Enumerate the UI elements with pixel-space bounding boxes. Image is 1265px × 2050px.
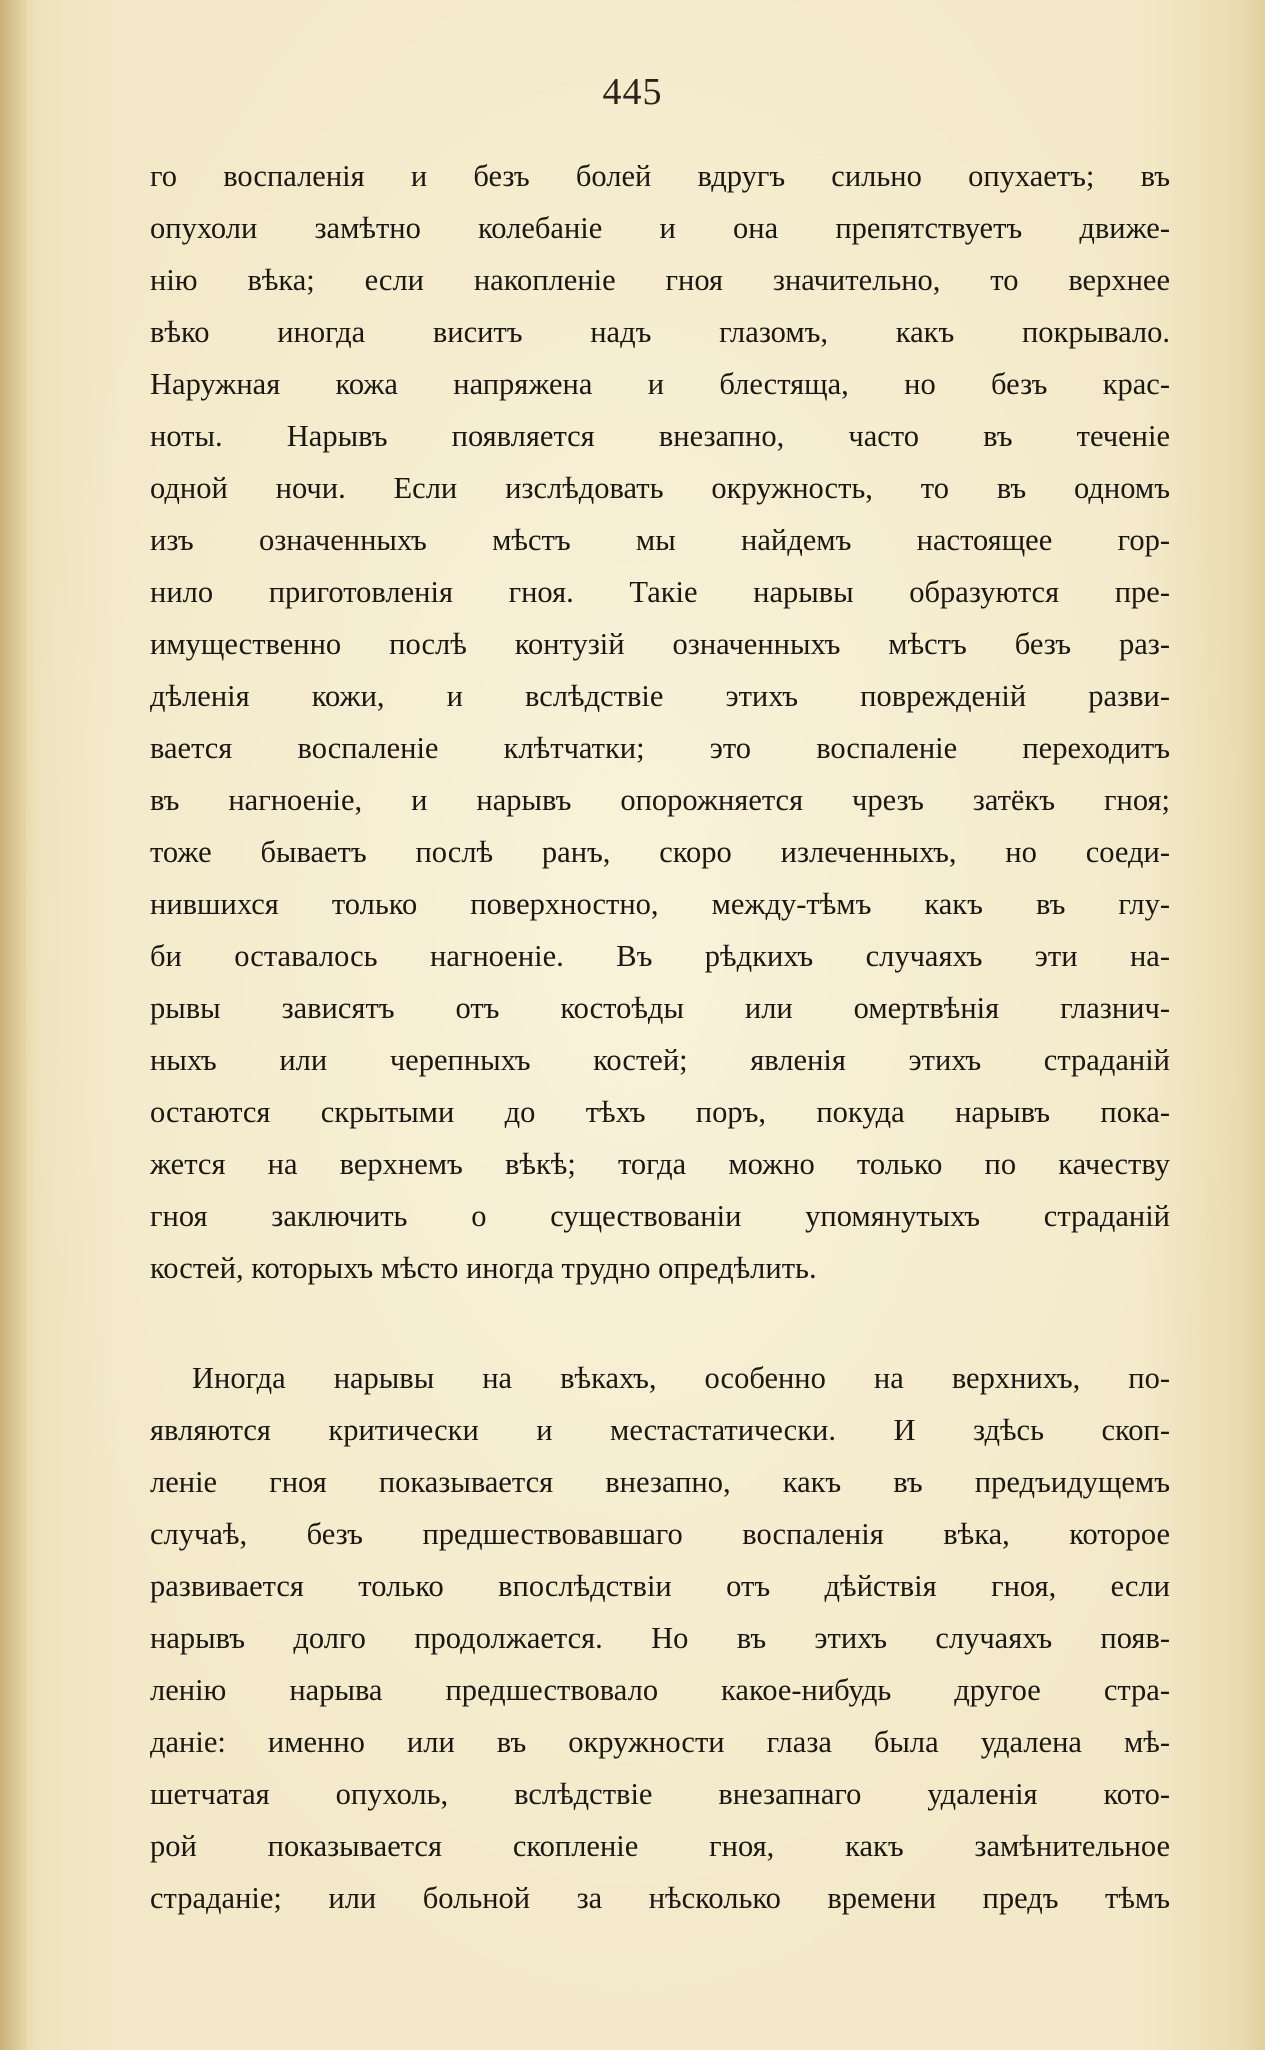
text-line: рой показывается скопленіе гноя, какъ замѣнительное — [150, 1829, 1170, 1863]
text-line: вается воспаленіе клѣтчатки; это воспаленіе переходитъ — [150, 731, 1170, 765]
paragraph — [150, 150, 1170, 1294]
page-number: 445 — [602, 71, 663, 113]
text-line: гноя заключить о существованіи упомянутыхъ страданій — [150, 1199, 1170, 1233]
text-line: нило приготовленія гноя. Такіе нарывы образуются пре- — [150, 575, 1170, 609]
text-line: вѣко иногда виситъ надъ глазомъ, какъ покрывало. — [150, 315, 1170, 349]
text-line: нію вѣка; если накопленіе гноя значительно, то верхнее — [150, 263, 1170, 297]
paragraph-gap — [150, 1294, 1170, 1352]
text-line: дѣленія кожи, и вслѣдствіе этихъ поврежденій разви- — [150, 679, 1170, 713]
text-line: имущественно послѣ контузій означенныхъ мѣстъ безъ раз- — [150, 627, 1170, 661]
text-line: би оставалось нагноеніе. Въ рѣдкихъ случаяхъ эти на- — [150, 939, 1170, 973]
text-line: ноты. Нарывъ появляется внезапно, часто въ теченіе — [150, 419, 1170, 453]
text-line: Наружная кожа напряжена и блестяща, но безъ крас- — [150, 367, 1170, 401]
text-line: въ нагноеніе, и нарывъ опорожняется чрезъ затёкъ гноя; — [150, 783, 1170, 817]
text-line: нившихся только поверхностно, между-тѣмъ какъ въ глу- — [150, 887, 1170, 921]
text-line: даніе: именно или въ окружности глаза была удалена мѣ- — [150, 1725, 1170, 1759]
text-line: рывы зависятъ отъ костоѣды или омертвѣнія глазнич- — [150, 991, 1170, 1025]
body-text — [150, 150, 1170, 1924]
page-spine-shadow — [0, 0, 26, 2050]
text-line: являются критически и местастатически. И здѣсь скоп- — [150, 1413, 1170, 1447]
text-line: нарывъ долго продолжается. Но въ этихъ случаяхъ появ- — [150, 1621, 1170, 1655]
text-line: шетчатая опухоль, вслѣдствіе внезапнаго удаленія кото- — [150, 1777, 1170, 1811]
text-line: тоже бываетъ послѣ ранъ, скоро излеченныхъ, но соеди- — [150, 835, 1170, 869]
text-line: ленію нарыва предшествовало какое-нибудь другое стра- — [150, 1673, 1170, 1707]
text-line: жется на верхнемъ вѣкѣ; тогда можно только по качеству — [150, 1147, 1170, 1181]
paragraph — [150, 1352, 1170, 1924]
text-line: случаѣ, безъ предшествовавшаго воспаленія вѣка, которое — [150, 1517, 1170, 1551]
text-line: костей, которыхъ мѣсто иногда трудно опредѣлить. — [150, 1251, 817, 1285]
text-line: одной ночи. Если изслѣдовать окружность, то въ одномъ — [150, 471, 1170, 505]
text-line: го воспаленія и безъ болей вдругъ сильно опухаетъ; въ — [150, 159, 1170, 193]
text-line: развивается только впослѣдствіи отъ дѣйствія гноя, если — [150, 1569, 1170, 1603]
text-line: ныхъ или черепныхъ костей; явленія этихъ страданій — [150, 1043, 1170, 1077]
text-line: Иногда нарывы на вѣкахъ, особенно на верхнихъ, по- — [192, 1361, 1170, 1395]
text-line: опухоли замѣтно колебаніе и она препятствуетъ движе- — [150, 211, 1170, 245]
text-line: остаются скрытыми до тѣхъ поръ, покуда нарывъ пока- — [150, 1095, 1170, 1129]
text-line: леніе гноя показывается внезапно, какъ въ предъидущемъ — [150, 1465, 1170, 1499]
text-line: изъ означенныхъ мѣстъ мы найдемъ настоящее гор- — [150, 523, 1170, 557]
text-line: страданіе; или больной за нѣсколько времени предъ тѣмъ — [150, 1881, 1170, 1915]
